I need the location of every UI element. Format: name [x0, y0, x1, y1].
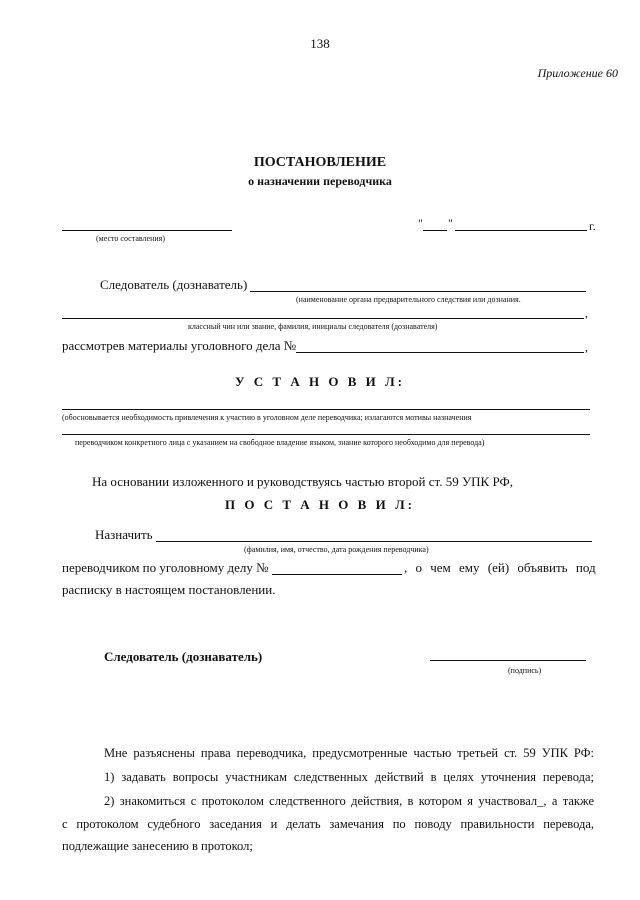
right-2-line-3: подлежащие занесению в протокол;	[62, 839, 253, 853]
established-caption-1: (обосновывается необходимость привлечения к участию в уголовном деле переводчика; излагаются мотивы назначения	[62, 413, 472, 422]
signature-label: Следователь (дознаватель)	[104, 649, 263, 664]
right-2-line-1: 2) знакомиться с протоколом следственного действия, в котором я участвовал_, а также	[104, 794, 594, 808]
right-1: 1) задавать вопросы участникам следственных действий в целях уточнения перевода;	[104, 770, 594, 784]
translator-case-number-field[interactable]	[272, 574, 402, 575]
date-quote-open: "	[418, 216, 423, 230]
rank-comma: ,	[585, 306, 588, 320]
case-number-field[interactable]	[296, 352, 584, 353]
investigator-label: Следователь (дознаватель)	[100, 277, 248, 292]
translator-case-text: переводчиком по уголовному делу №	[62, 560, 269, 575]
resolved-heading: П О С Т А Н О В И Л:	[225, 497, 415, 512]
established-caption-2: переводчиком конкретного лица с указанием на свободное владение языком, знание которого необходимо для перевода)	[75, 438, 485, 447]
established-field-1[interactable]	[62, 409, 590, 410]
date-month-year-field[interactable]	[455, 230, 587, 231]
signature-caption: (подпись)	[508, 666, 542, 675]
document-subtitle: о назначении переводчика	[248, 174, 392, 188]
established-heading: У С Т А Н О В И Л:	[234, 374, 405, 389]
date-quote-close: "	[448, 216, 453, 230]
announce-text: , о чем ему (ей) объявить под	[404, 560, 596, 575]
right-2-line-2: с протоколом судебного заседания и делать замечания по поводу правильности перевода,	[62, 817, 594, 831]
rights-intro: Мне разъяснены права переводчика, предусмотренные частью третьей ст. 59 УПК РФ:	[104, 746, 594, 760]
date-day-field[interactable]	[423, 230, 447, 231]
appoint-label: Назначить	[95, 527, 153, 542]
basis-text: На основании изложенного и руководствуясь частью второй ст. 59 УПК РФ,	[92, 474, 514, 489]
date-year-suffix: г.	[589, 219, 596, 233]
investigator-field[interactable]	[250, 291, 586, 292]
signature-field[interactable]	[430, 660, 586, 661]
receipt-text: расписку в настоящем постановлении.	[62, 582, 276, 597]
organ-caption: (наименование органа предварительного следствия или дознания.	[296, 295, 521, 304]
appendix-label: Приложение 60	[537, 66, 618, 80]
page-number: 138	[310, 36, 330, 51]
place-caption: (место составления)	[96, 234, 165, 243]
appoint-caption: (фамилия, имя, отчество, дата рождения переводчика)	[244, 545, 429, 554]
document-title: ПОСТАНОВЛЕНИЕ	[253, 155, 387, 170]
place-field[interactable]	[62, 230, 232, 231]
translator-name-field[interactable]	[156, 541, 592, 542]
rank-caption: классный чин или звание, фамилия, инициалы следователя (дознавателя)	[188, 322, 438, 331]
case-comma: ,	[585, 340, 588, 354]
reviewed-text: рассмотрев материалы уголовного дела №	[62, 338, 297, 353]
rank-name-field[interactable]	[62, 318, 584, 319]
established-field-2[interactable]	[62, 434, 590, 435]
